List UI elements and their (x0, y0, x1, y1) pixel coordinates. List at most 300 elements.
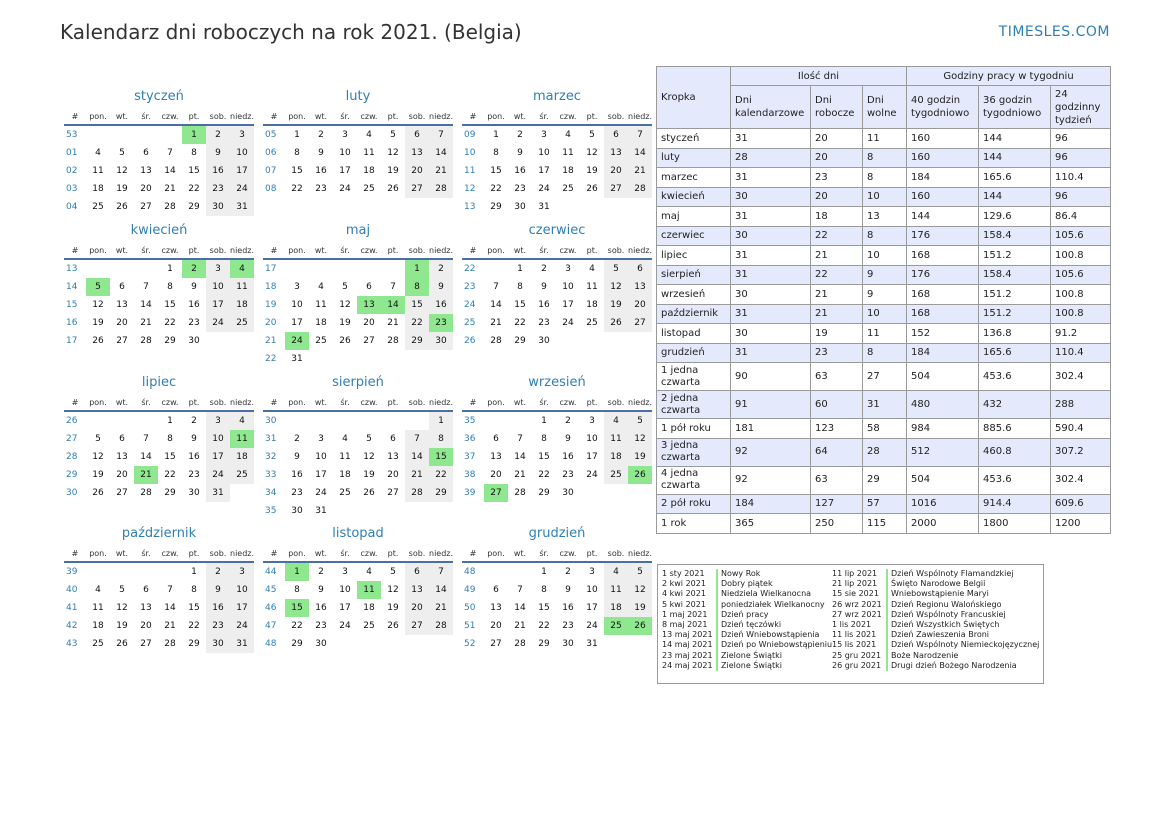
day-cell: 31 (230, 635, 254, 653)
weekday-header: sob. (604, 395, 628, 411)
day-cell: 19 (92, 318, 104, 328)
stats-value: 160 (907, 187, 979, 207)
week-row (263, 259, 453, 278)
stats-row (657, 265, 1111, 285)
day-cell: 2 (191, 416, 197, 426)
stats-value: 609.6 (1051, 494, 1111, 514)
day-cell: 14 (405, 448, 429, 466)
month-table (263, 546, 453, 653)
holiday-date: 26 wrz 2021 (832, 599, 882, 609)
stats-row (657, 391, 1111, 419)
day-cell: 15 (188, 603, 200, 613)
stats-value: 984 (907, 419, 979, 439)
day-cell: 7 (628, 125, 652, 144)
week-number: 44 (265, 567, 277, 577)
day-cell: 13 (490, 452, 502, 462)
month-name: kwiecień (130, 223, 188, 238)
day-cell: 11 (230, 278, 254, 296)
day-cell: 24 (230, 617, 254, 635)
day-cell: 22 (188, 621, 200, 631)
week-number: 40 (66, 585, 78, 595)
day-cell: 23 (188, 470, 200, 480)
weekday-header: wt. (508, 546, 532, 562)
day-cell: 28 (140, 336, 152, 346)
week-number: 17 (66, 336, 78, 346)
day-cell: 29 (429, 484, 453, 502)
day-cell (134, 411, 158, 430)
week-row (64, 430, 254, 448)
day-cell (333, 350, 357, 368)
stats-period: luty (657, 148, 731, 168)
day-cell: 22 (188, 184, 200, 194)
day-cell: 14 (381, 296, 405, 314)
week-row (462, 180, 652, 198)
stats-period: lipiec (657, 246, 731, 266)
holiday-name: Dzień tęczówki (716, 620, 781, 630)
stats-value: 92 (731, 438, 811, 466)
day-cell: 8 (405, 278, 429, 296)
day-cell (357, 350, 381, 368)
day-cell: 15 (291, 166, 303, 176)
day-cell: 16 (315, 166, 327, 176)
day-cell: 3 (230, 125, 254, 144)
week-row (263, 635, 453, 653)
holiday-date: 8 maj 2021 (662, 619, 708, 629)
brand-link[interactable]: TIMESLES.COM (998, 24, 1110, 40)
stats-value: 129.6 (979, 207, 1051, 227)
day-cell: 21 (164, 184, 176, 194)
month-10 (64, 525, 254, 653)
week-number: 22 (265, 354, 277, 364)
week-number-header: # (263, 243, 285, 259)
day-cell: 4 (230, 411, 254, 430)
week-row (462, 430, 652, 448)
holiday-entry (832, 569, 1039, 579)
weekday-header: pt. (580, 109, 604, 125)
day-cell: 15 (285, 599, 309, 617)
week-number: 36 (464, 434, 476, 444)
stats-value: 20 (811, 148, 863, 168)
week-row (263, 162, 453, 180)
stats-period: maj (657, 207, 731, 227)
week-row (462, 198, 652, 216)
day-cell: 18 (339, 470, 351, 480)
day-cell: 21 (514, 621, 526, 631)
week-number: 41 (66, 603, 78, 613)
day-cell: 20 (140, 621, 152, 631)
day-cell: 19 (92, 470, 104, 480)
stats-value: 28 (731, 148, 811, 168)
weekday-header: niedz. (628, 395, 652, 411)
stats-value: 9 (863, 285, 907, 305)
day-cell: 3 (342, 567, 348, 577)
stats-value: 151.2 (979, 285, 1051, 305)
day-cell: 25 (363, 621, 375, 631)
weekday-header: czw. (357, 243, 381, 259)
stats-value: 504 (907, 466, 979, 494)
day-cell: 10 (291, 300, 303, 310)
day-cell: 28 (429, 617, 453, 635)
stats-subheader: Dni robocze (811, 86, 863, 129)
stats-period: sierpień (657, 265, 731, 285)
stats-value: 22 (811, 265, 863, 285)
month-name: styczeń (134, 89, 184, 104)
week-row (64, 484, 254, 502)
stats-row (657, 187, 1111, 207)
month-table (64, 109, 254, 216)
stats-table (656, 66, 1111, 534)
weekday-header: pon. (484, 109, 508, 125)
day-cell: 29 (405, 332, 429, 350)
weekday-header: niedz. (230, 395, 254, 411)
week-number: 30 (66, 488, 78, 498)
week-row (64, 278, 254, 296)
stats-value: 57 (863, 494, 907, 514)
day-cell: 11 (357, 581, 381, 599)
day-cell (484, 411, 508, 430)
day-cell: 23 (315, 184, 327, 194)
day-cell: 4 (565, 130, 571, 140)
stats-value: 432 (979, 391, 1051, 419)
day-cell: 11 (230, 430, 254, 448)
week-row (263, 430, 453, 448)
day-cell: 23 (206, 180, 230, 198)
day-cell: 30 (538, 336, 550, 346)
stats-period: 2 pół roku (657, 494, 731, 514)
stats-value: 8 (863, 343, 907, 363)
day-cell: 29 (514, 336, 526, 346)
day-cell: 15 (429, 448, 453, 466)
day-cell: 12 (586, 148, 598, 158)
day-cell: 1 (191, 567, 197, 577)
day-cell: 1 (167, 416, 173, 426)
stats-value: 31 (731, 207, 811, 227)
stats-value: 176 (907, 265, 979, 285)
holiday-date: 1 maj 2021 (662, 609, 708, 619)
day-cell: 5 (589, 130, 595, 140)
day-cell: 12 (628, 430, 652, 448)
stats-value: 9 (863, 265, 907, 285)
stats-value: 19 (811, 324, 863, 344)
week-number: 05 (265, 130, 277, 140)
day-cell: 27 (140, 202, 152, 212)
weekday-header: pt. (580, 243, 604, 259)
day-cell: 26 (604, 314, 628, 332)
weekday-header: pon. (484, 243, 508, 259)
day-cell: 2 (565, 567, 571, 577)
week-row (462, 314, 652, 332)
day-cell: 30 (514, 202, 526, 212)
week-number: 24 (464, 300, 476, 310)
weekday-header: czw. (357, 546, 381, 562)
holiday-entry (832, 589, 1039, 599)
weekday-header: sob. (604, 546, 628, 562)
stats-period: październik (657, 304, 731, 324)
week-number-header: # (64, 243, 86, 259)
day-cell: 2 (517, 130, 523, 140)
week-row (263, 180, 453, 198)
weekday-header: pt. (580, 395, 604, 411)
month-3 (462, 88, 652, 216)
day-cell: 2 (318, 567, 324, 577)
holiday-name: Niedziela Wielkanocna (716, 589, 811, 599)
day-cell: 29 (164, 488, 176, 498)
day-cell: 26 (116, 639, 128, 649)
day-cell: 5 (95, 434, 101, 444)
day-cell (333, 502, 357, 520)
stats-value: 60 (811, 391, 863, 419)
weekday-header: wt. (309, 109, 333, 125)
stats-value: 1016 (907, 494, 979, 514)
stats-value: 165.6 (979, 343, 1051, 363)
stats-value: 914.4 (979, 494, 1051, 514)
weekday-header: niedz. (230, 243, 254, 259)
week-row (263, 144, 453, 162)
day-cell: 21 (429, 599, 453, 617)
stats-value: 31 (863, 391, 907, 419)
weekday-header: niedz. (628, 243, 652, 259)
day-cell: 12 (92, 452, 104, 462)
stats-value: 105.6 (1051, 226, 1111, 246)
day-cell: 5 (628, 411, 652, 430)
day-cell: 27 (628, 314, 652, 332)
day-cell: 28 (140, 488, 152, 498)
week-row (64, 180, 254, 198)
day-cell: 6 (119, 434, 125, 444)
weekday-header: czw. (158, 109, 182, 125)
day-cell: 6 (390, 434, 396, 444)
stats-value: 100.8 (1051, 246, 1111, 266)
holiday-name: Dzień Zawieszenia Broni (886, 630, 989, 640)
day-cell: 25 (604, 617, 628, 635)
weekday-header: pon. (285, 395, 309, 411)
day-cell: 24 (562, 318, 574, 328)
stats-value: 250 (811, 514, 863, 534)
stats-group-days: Ilość dni (731, 67, 907, 86)
stats-value: 307.2 (1051, 438, 1111, 466)
holiday-name: Dzień pracy (716, 610, 769, 620)
weekday-header: sob. (604, 243, 628, 259)
day-cell (484, 259, 508, 278)
day-cell: 26 (116, 202, 128, 212)
stats-value: 123 (811, 419, 863, 439)
page-title: Kalendarz dni roboczych na rok 2021. (Belgia) (60, 20, 522, 44)
month-name: sierpień (332, 375, 384, 390)
week-number-header: # (263, 109, 285, 125)
day-cell: 13 (628, 278, 652, 296)
weekday-header: pt. (182, 243, 206, 259)
week-number-header: # (64, 395, 86, 411)
day-cell: 4 (366, 130, 372, 140)
month-table (462, 395, 652, 502)
day-cell: 27 (116, 488, 128, 498)
week-number: 13 (464, 202, 476, 212)
week-number: 03 (66, 184, 78, 194)
holiday-name: Nowy Rok (716, 569, 760, 579)
day-cell: 4 (95, 585, 101, 595)
week-number: 04 (66, 202, 78, 212)
week-row (263, 617, 453, 635)
day-cell (309, 411, 333, 430)
weekday-header: śr. (134, 546, 158, 562)
day-cell: 26 (628, 617, 652, 635)
stats-value: 168 (907, 246, 979, 266)
stats-value: 31 (731, 343, 811, 363)
stats-value: 11 (863, 129, 907, 149)
week-row (462, 144, 652, 162)
day-cell: 11 (562, 148, 574, 158)
day-cell: 23 (538, 318, 550, 328)
day-cell: 13 (490, 603, 502, 613)
stats-period: 1 pół roku (657, 419, 731, 439)
stats-value: 115 (863, 514, 907, 534)
stats-value: 184 (907, 343, 979, 363)
day-cell: 29 (291, 639, 303, 649)
week-number: 48 (464, 567, 476, 577)
week-row (462, 259, 652, 278)
day-cell: 20 (116, 318, 128, 328)
day-cell: 14 (164, 603, 176, 613)
stats-value: 10 (863, 187, 907, 207)
day-cell: 8 (517, 282, 523, 292)
day-cell (604, 198, 628, 216)
day-cell: 6 (628, 259, 652, 278)
stats-value: 302.4 (1051, 363, 1111, 391)
stats-value: 144 (979, 187, 1051, 207)
week-number-header: # (462, 109, 484, 125)
month-9 (462, 374, 652, 502)
stats-subheader: Dni kalendarzowe (731, 86, 811, 129)
stats-row (657, 304, 1111, 324)
day-cell: 3 (294, 282, 300, 292)
week-number-header: # (64, 546, 86, 562)
day-cell: 30 (206, 635, 230, 653)
day-cell: 16 (562, 603, 574, 613)
week-number-header: # (462, 546, 484, 562)
weekday-header: śr. (134, 243, 158, 259)
day-cell: 24 (586, 470, 598, 480)
day-cell: 22 (490, 184, 502, 194)
day-cell: 26 (363, 488, 375, 498)
day-cell: 13 (387, 452, 399, 462)
stats-period: 2 jedna czwarta (657, 391, 731, 419)
day-cell (628, 198, 652, 216)
day-cell (381, 502, 405, 520)
day-cell: 22 (538, 621, 550, 631)
week-row (263, 502, 453, 520)
day-cell (357, 259, 381, 278)
day-cell: 30 (315, 639, 327, 649)
day-cell: 1 (429, 411, 453, 430)
day-cell: 6 (604, 125, 628, 144)
day-cell: 13 (116, 300, 128, 310)
holiday-entry (662, 589, 832, 599)
day-cell (134, 562, 158, 581)
holiday-name: Dzień Regionu Walońskiego (886, 600, 1002, 610)
day-cell: 24 (206, 314, 230, 332)
week-number: 31 (265, 434, 277, 444)
holiday-entry (662, 661, 832, 671)
week-row (462, 278, 652, 296)
day-cell: 15 (405, 296, 429, 314)
month-name: listopad (332, 526, 384, 541)
week-row (462, 466, 652, 484)
week-row (263, 466, 453, 484)
day-cell (381, 635, 405, 653)
day-cell: 3 (565, 264, 571, 274)
day-cell: 20 (490, 470, 502, 480)
weekday-header: wt. (508, 395, 532, 411)
day-cell: 10 (230, 144, 254, 162)
day-cell: 17 (562, 300, 574, 310)
day-cell: 15 (490, 166, 502, 176)
week-row (263, 332, 453, 350)
day-cell: 14 (429, 581, 453, 599)
stats-value: 110.4 (1051, 168, 1111, 188)
stats-value: 512 (907, 438, 979, 466)
stats-value: 136.8 (979, 324, 1051, 344)
weekday-header: pon. (484, 395, 508, 411)
weekday-header: sob. (604, 109, 628, 125)
day-cell (429, 635, 453, 653)
stats-value: 8 (863, 226, 907, 246)
week-row (462, 125, 652, 144)
day-cell (86, 125, 110, 144)
month-name: marzec (533, 89, 581, 104)
holiday-date: 1 sty 2021 (662, 569, 705, 578)
day-cell: 20 (363, 318, 375, 328)
day-cell: 7 (390, 282, 396, 292)
week-number: 09 (464, 130, 476, 140)
day-cell (230, 332, 254, 350)
day-cell: 11 (586, 282, 598, 292)
stats-value: 31 (731, 265, 811, 285)
day-cell: 30 (562, 488, 574, 498)
holiday-entry (662, 620, 832, 630)
week-number: 39 (464, 488, 476, 498)
weekday-header: wt. (110, 243, 134, 259)
month-table (462, 243, 652, 350)
day-cell (309, 259, 333, 278)
day-cell: 25 (339, 488, 351, 498)
day-cell: 11 (604, 581, 628, 599)
month-name: czerwiec (528, 223, 586, 238)
day-cell: 25 (92, 202, 104, 212)
day-cell (429, 502, 453, 520)
stats-value: 158.4 (979, 265, 1051, 285)
day-cell: 28 (514, 488, 526, 498)
day-cell (158, 562, 182, 581)
weekday-header: niedz. (230, 546, 254, 562)
stats-value: 168 (907, 304, 979, 324)
stats-value: 181 (731, 419, 811, 439)
holiday-date: 4 kwi 2021 (662, 589, 706, 599)
month-table (462, 546, 652, 653)
week-number: 48 (265, 639, 277, 649)
day-cell: 6 (405, 125, 429, 144)
day-cell (508, 411, 532, 430)
day-cell: 11 (315, 300, 327, 310)
day-cell: 21 (140, 318, 152, 328)
day-cell: 15 (514, 300, 526, 310)
weekday-header: pon. (285, 243, 309, 259)
day-cell: 13 (357, 296, 381, 314)
week-row (462, 332, 652, 350)
day-cell (357, 411, 381, 430)
day-cell: 1 (285, 562, 309, 581)
stats-value: 184 (731, 494, 811, 514)
stats-value: 23 (811, 168, 863, 188)
